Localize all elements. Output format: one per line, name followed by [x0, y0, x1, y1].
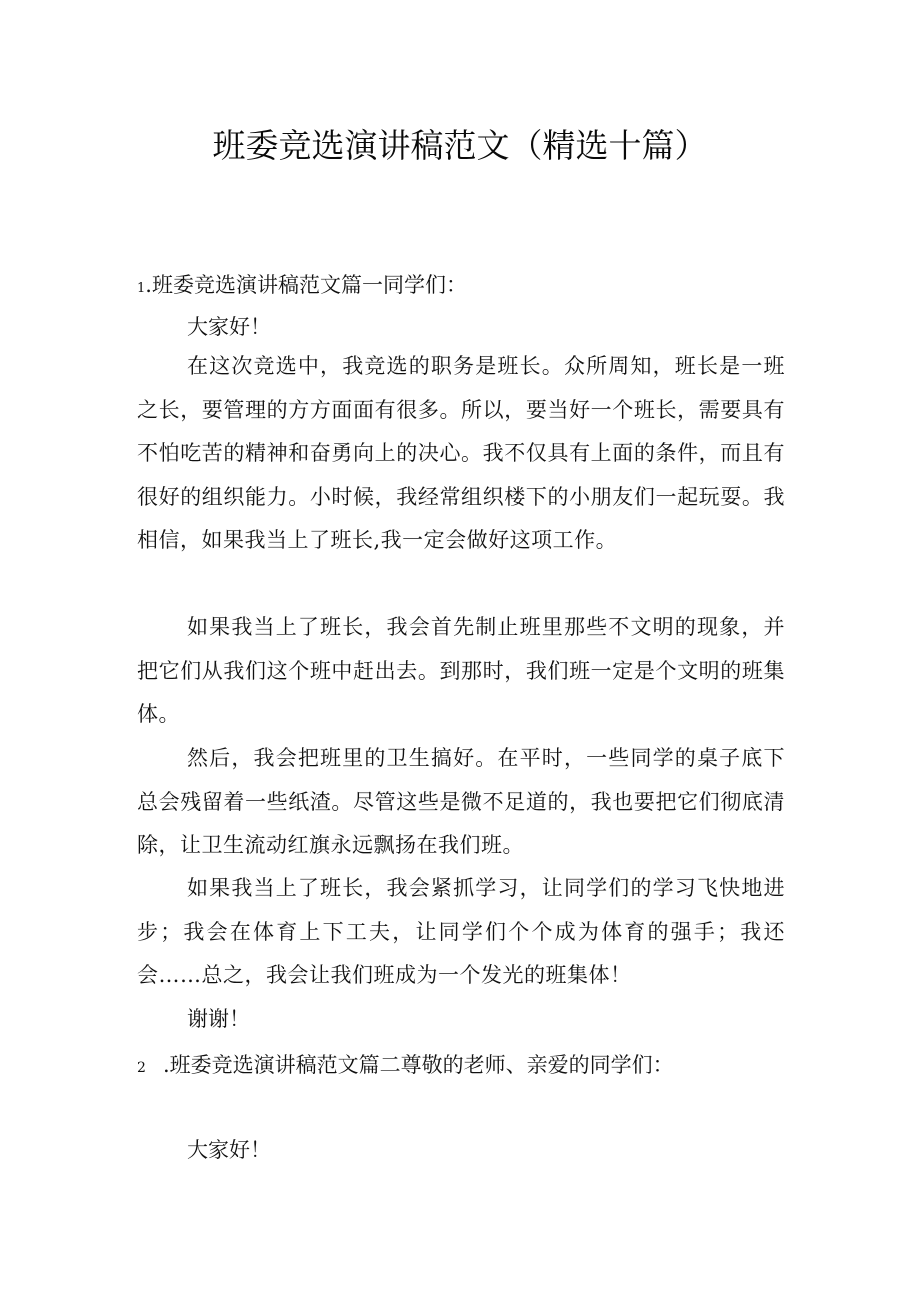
section-1-closing: 谢谢！	[187, 1007, 250, 1031]
section-1-heading	[137, 270, 797, 304]
section-heading-text: .班委竞选演讲稿范文篇二尊敬的老师、亲爱的同学们：	[163, 1053, 674, 1077]
paragraph: 在这次竞选中，我竞选的职务是班长。众所周知，班长是一班之长，要管理的方方面面有很多。所以，要当好一个班长，需要具有不怕吃苦的精神和奋勇向上的决心。我不仅具有上面的条件，而且有很好的组织能力。小时候，我经常组织楼下的小朋友们一起玩耍。我相信，如果我当上了班长,我一定会做好这项工作。	[137, 354, 785, 552]
paragraph: 然后，我会把班里的卫生搞好。在平时，一些同学的桌子底下总会残留着一些纸渣。尽管这些是微不足道的，我也要把它们彻底清除，让卫生流动红旗永远飘扬在我们班。	[137, 746, 785, 857]
document-title: 班委竞选演讲稿范文（精选十篇）	[212, 126, 708, 165]
section-2-greeting: 大家好！	[187, 1138, 271, 1162]
section-2-heading	[137, 1050, 797, 1083]
paragraph: 如果我当上了班长，我会首先制止班里那些不文明的现象，并把它们从我们这个班中赶出去。到那时，我们班一定是个文明的班集体。	[137, 615, 785, 726]
section-heading-text: .班委竞选演讲稿范文篇一同学们：	[145, 273, 467, 297]
section-1-greeting: 大家好！	[187, 315, 271, 339]
section-number: 1	[137, 281, 146, 296]
paragraph: 如果我当上了班长，我会紧抓学习，让同学们的学习飞快地进步；我会在体育上下工夫，让同学们个个成为体育的强手；我还会……总之，我会让我们班成为一个发光的班集体！	[137, 876, 785, 987]
section-number: 2	[137, 1060, 146, 1076]
